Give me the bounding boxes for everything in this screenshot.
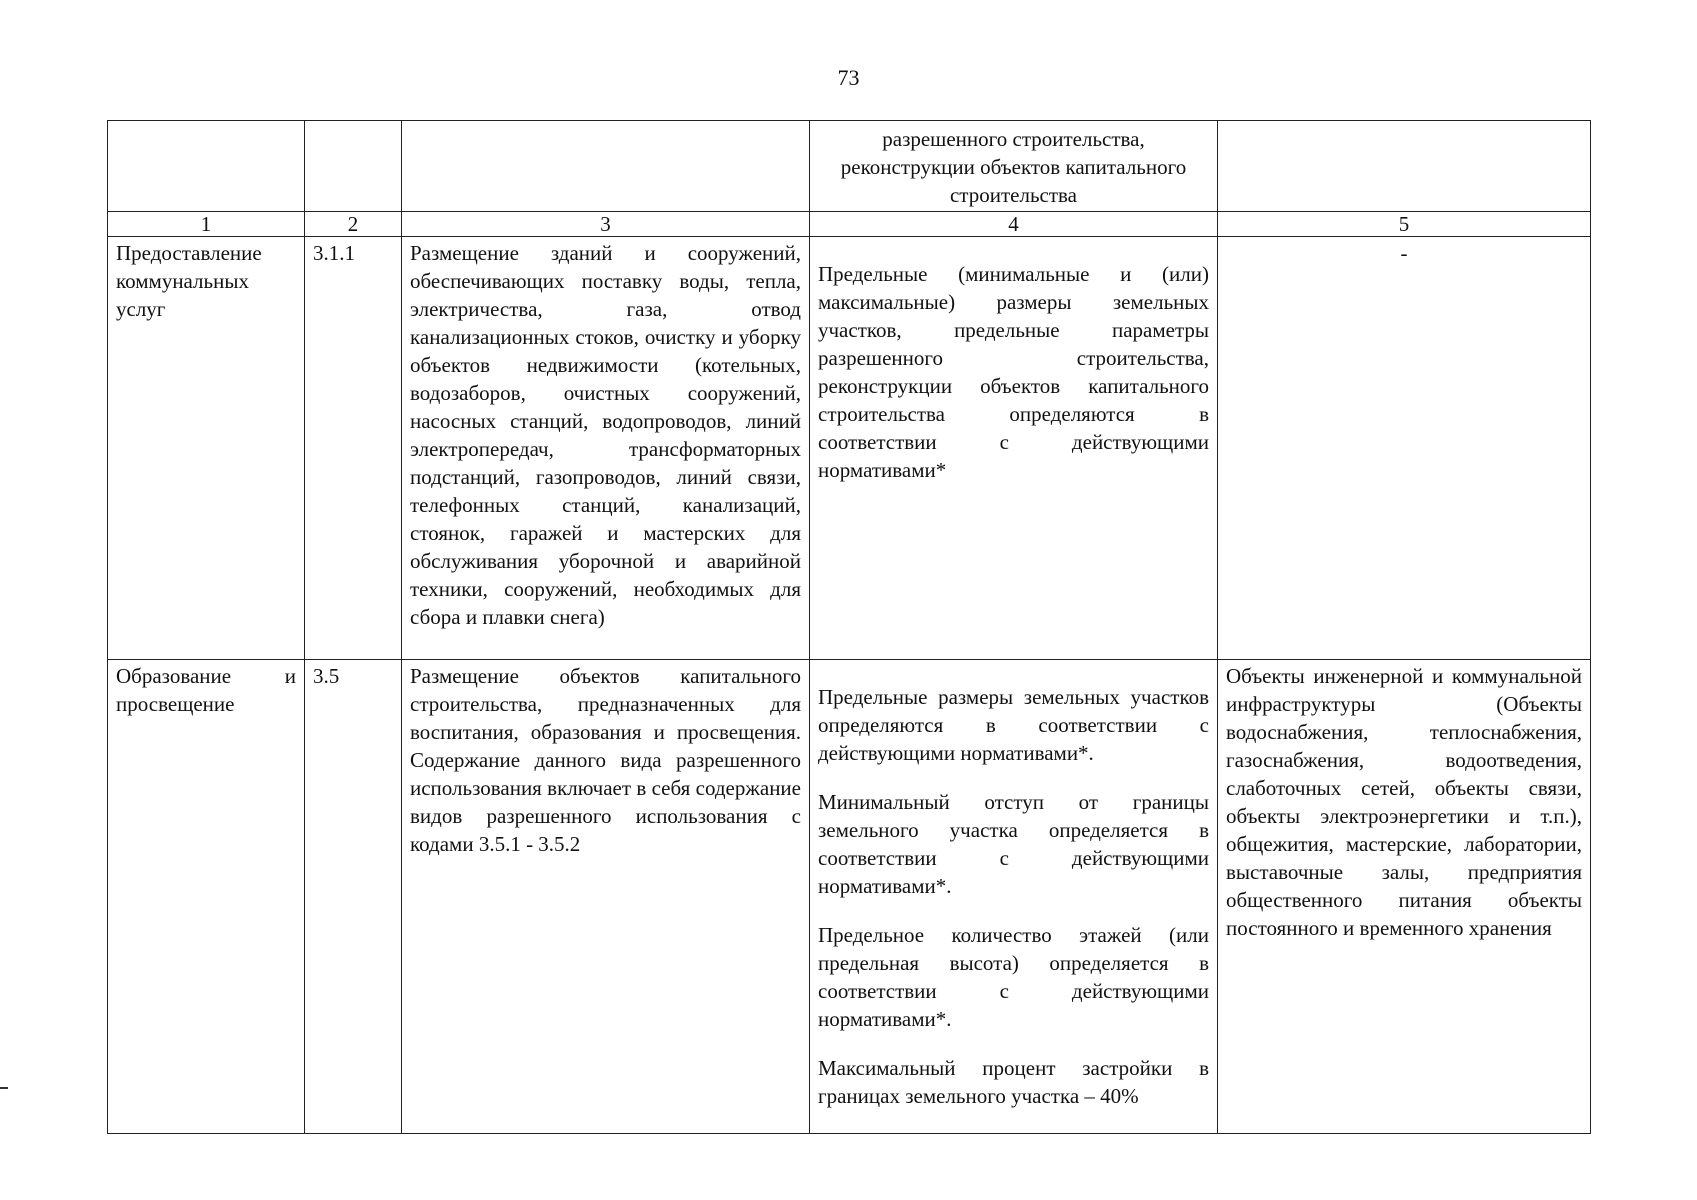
page-number: 73: [837, 65, 860, 90]
continuation-cell-2: [305, 121, 402, 212]
column-number: 1: [108, 212, 305, 237]
table-row: [108, 237, 1591, 660]
use-type-description: Размещение зданий и сооружений, обеспечивающих поставку воды, тепла, электричества, газа, отвод канализационных стоков, очистку и уборку объектов недвижимости (котельных, водозаборов, очистных сооружений, насосных станций, водопроводов, линий электропередач, трансформаторных подстанций, газопроводов, линий связи, телефонных станций, канализаций, стоянок, гаражей и мастерских для обслуживания уборочной и аварийной техники, сооружений, необходимых для сбора и плавки снега): [402, 237, 810, 660]
table-row: [108, 660, 1591, 1134]
use-type-description: Размещение объектов капитального строительства, предназначенных для воспитания, образования и просвещения. Содержание данного вида разрешенного использования включает в себя содержание видов разрешенного использования с кодами 3.5.1 - 3.5.2: [402, 660, 810, 1134]
land-use-table: [107, 120, 1591, 1134]
use-type-code: 3.1.1: [305, 237, 402, 660]
use-type-name: Предоставление коммунальных услуг: [108, 237, 305, 660]
column-numbers-row: [108, 212, 1591, 237]
margin-mark: [0, 1087, 8, 1089]
use-type-parameters: [810, 660, 1218, 1134]
parameter-line: Предельные (минимальные и (или) максимальные) размеры земельных участков, предельные параметры разрешенного строительства, реконструкции объектов капитального строительства определяются в соответствии с действующими нормативами*: [818, 262, 1209, 482]
column-number: 5: [1218, 212, 1591, 237]
auxiliary-uses: Объекты инженерной и коммунальной инфраструктуры (Объекты водоснабжения, теплоснабжения, газоснабжения, водоотведения, слаботочных сетей, объекты связи, объекты электроэнергетики и т.п.), общежития, мастерские, лаборатории, выставочные залы, предприятия общественного питания объекты постоянного и временного хранения: [1218, 660, 1591, 1134]
column-number: 4: [810, 212, 1218, 237]
parameter-line: Минимальный отступ от границы земельного участка определяется в соответствии с действующими нормативами*.: [818, 790, 1209, 898]
use-type-code: 3.5: [305, 660, 402, 1134]
use-type-parameters: [810, 237, 1218, 660]
continuation-row: [108, 121, 1591, 212]
continuation-cell-4: разрешенного строительства, реконструкции объектов капитального строительства: [810, 121, 1218, 212]
parameter-line: Предельное количество этажей (или предельная высота) определяется в соответствии с действующими нормативами*.: [818, 923, 1209, 1031]
column-number: 3: [402, 212, 810, 237]
parameter-line: Максимальный процент застройки в границах земельного участка – 40%: [818, 1056, 1209, 1108]
auxiliary-uses: -: [1218, 237, 1591, 660]
parameter-line: Предельные размеры земельных участков определяются в соответствии с действующими нормативами*.: [818, 685, 1209, 765]
column-number: 2: [305, 212, 402, 237]
continuation-cell-1: [108, 121, 305, 212]
use-type-name: Образование и просвещение: [108, 660, 305, 1134]
continuation-cell-3: [402, 121, 810, 212]
continuation-cell-5: [1218, 121, 1591, 212]
